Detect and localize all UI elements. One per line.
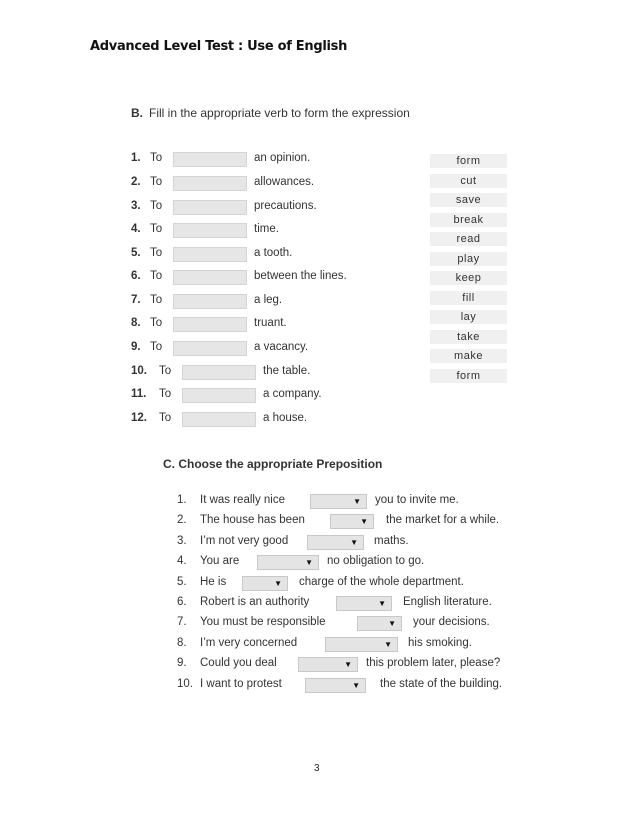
sentence-start: The house has been <box>200 514 305 526</box>
verb-blank[interactable] <box>173 223 247 238</box>
sentence-end: charge of the whole department. <box>299 576 464 588</box>
sentence-start: It was really nice <box>200 494 286 506</box>
row-expression: between the lines. <box>254 270 347 282</box>
verb-blank[interactable] <box>173 270 247 285</box>
sentence-start: I want to protest <box>200 678 282 690</box>
word-bank-item: cut <box>430 174 507 188</box>
row-number: 5. <box>177 576 187 588</box>
preposition-dropdown[interactable] <box>242 576 288 591</box>
section-b-letter: B. <box>131 106 143 120</box>
preposition-dropdown[interactable] <box>336 596 392 611</box>
preposition-dropdown[interactable] <box>357 616 402 631</box>
preposition-dropdown[interactable] <box>310 494 367 509</box>
row-to: To <box>159 365 172 377</box>
row-expression: allowances. <box>254 176 315 188</box>
row-number: 6. <box>131 270 141 282</box>
verb-blank[interactable] <box>182 388 256 403</box>
row-number: 4. <box>177 555 187 567</box>
row-to: To <box>150 223 163 235</box>
section-b-row <box>0 294 420 310</box>
word-bank-item: lay <box>430 310 507 324</box>
sentence-end: the market for a while. <box>386 514 500 526</box>
section-b-row <box>0 388 420 404</box>
row-expression: a tooth. <box>254 247 293 259</box>
row-number: 2. <box>131 176 141 188</box>
sentence-start: Could you deal <box>200 657 277 669</box>
verb-blank[interactable] <box>182 365 256 380</box>
verb-blank[interactable] <box>173 341 247 356</box>
row-to: To <box>159 412 172 424</box>
word-bank-item: make <box>430 349 507 363</box>
verb-blank[interactable] <box>173 200 247 215</box>
preposition-dropdown[interactable] <box>330 514 374 529</box>
section-b-row <box>0 270 420 286</box>
sentence-start: I’m not very good <box>200 535 289 547</box>
row-number: 11. <box>131 388 147 400</box>
section-b-row <box>0 152 420 168</box>
word-bank-item: save <box>430 193 507 207</box>
sentence-start: I’m very concerned <box>200 637 298 649</box>
section-b-row <box>0 247 420 263</box>
section-b-instructions: Fill in the appropriate verb to form the expression <box>149 106 410 120</box>
sentence-start: He is <box>200 576 227 588</box>
row-number: 6. <box>177 596 187 608</box>
preposition-dropdown[interactable] <box>305 678 366 693</box>
chevron-down-icon: ▼ <box>384 640 392 649</box>
preposition-dropdown[interactable] <box>325 637 398 652</box>
sentence-start: Robert is an authority <box>200 596 310 608</box>
word-bank-item: keep <box>430 271 507 285</box>
section-b-row <box>0 365 420 381</box>
chevron-down-icon: ▼ <box>378 599 386 608</box>
preposition-dropdown[interactable] <box>298 657 358 672</box>
row-number: 2. <box>177 514 187 526</box>
word-bank-item: break <box>430 213 507 227</box>
chevron-down-icon: ▼ <box>360 517 368 526</box>
section-b-row <box>0 412 420 428</box>
row-to: To <box>150 247 163 259</box>
row-expression: an opinion. <box>254 152 311 164</box>
row-to: To <box>150 152 163 164</box>
row-number: 3. <box>177 535 187 547</box>
row-number: 8. <box>177 637 187 649</box>
row-number: 4. <box>131 223 141 235</box>
row-number: 7. <box>131 294 141 306</box>
row-number: 9. <box>177 657 187 669</box>
row-number: 9. <box>131 341 141 353</box>
sentence-end: the state of the building. <box>380 678 503 690</box>
row-to: To <box>150 270 163 282</box>
row-to: To <box>159 388 172 400</box>
row-to: To <box>150 294 163 306</box>
row-to: To <box>150 317 163 329</box>
page-number: 3 <box>314 763 320 774</box>
chevron-down-icon: ▼ <box>353 497 361 506</box>
chevron-down-icon: ▼ <box>305 558 313 567</box>
sentence-start: You must be responsible <box>200 616 326 628</box>
row-number: 5. <box>131 247 141 259</box>
preposition-dropdown[interactable] <box>257 555 319 570</box>
document-header: Advanced Level Test : Use of English <box>90 39 348 54</box>
row-expression: a company. <box>263 388 322 400</box>
word-bank-item: fill <box>430 291 507 305</box>
row-expression: a leg. <box>254 294 283 306</box>
row-to: To <box>150 341 163 353</box>
row-number: 10. <box>131 365 147 377</box>
section-b-row <box>0 223 420 239</box>
chevron-down-icon: ▼ <box>388 619 396 628</box>
section-b-row <box>0 176 420 192</box>
word-bank-item: read <box>430 232 507 246</box>
sentence-end: no obligation to go. <box>327 555 425 567</box>
verb-blank[interactable] <box>173 294 247 309</box>
section-b-title <box>131 106 410 120</box>
verb-blank[interactable] <box>182 412 256 427</box>
word-bank-item: form <box>430 369 507 383</box>
row-to: To <box>150 176 163 188</box>
row-expression: a house. <box>263 412 308 424</box>
row-to: To <box>150 200 163 212</box>
row-number: 1. <box>177 494 187 506</box>
row-expression: truant. <box>254 317 287 329</box>
word-bank-item: play <box>430 252 507 266</box>
chevron-down-icon: ▼ <box>350 538 358 547</box>
row-expression: the table. <box>263 365 311 377</box>
sentence-end: English literature. <box>403 596 492 608</box>
row-number: 3. <box>131 200 141 212</box>
sentence-end: his smoking. <box>408 637 472 649</box>
row-expression: time. <box>254 223 279 235</box>
section-c-title: C. Choose the appropriate Preposition <box>163 457 383 471</box>
sentence-end: this problem later, please? <box>366 657 501 669</box>
chevron-down-icon: ▼ <box>344 660 352 669</box>
row-number: 8. <box>131 317 141 329</box>
verb-blank[interactable] <box>173 247 247 262</box>
row-number: 12. <box>131 412 147 424</box>
sentence-end: you to invite me. <box>375 494 459 506</box>
row-expression: a vacancy. <box>254 341 309 353</box>
verb-blank[interactable] <box>173 317 247 332</box>
sentence-start: You are <box>200 555 240 567</box>
verb-blank[interactable] <box>173 176 247 191</box>
section-b-row <box>0 317 420 333</box>
section-b-row <box>0 200 420 216</box>
row-number: 7. <box>177 616 187 628</box>
section-b-row <box>0 341 420 357</box>
word-bank-item: form <box>430 154 507 168</box>
row-number: 10. <box>177 678 193 690</box>
row-number: 1. <box>131 152 141 164</box>
sentence-end: your decisions. <box>413 616 490 628</box>
word-bank-item: take <box>430 330 507 344</box>
preposition-dropdown[interactable] <box>307 535 364 550</box>
sentence-end: maths. <box>374 535 409 547</box>
chevron-down-icon: ▼ <box>352 681 360 690</box>
chevron-down-icon: ▼ <box>274 579 282 588</box>
verb-blank[interactable] <box>173 152 247 167</box>
row-expression: precautions. <box>254 200 317 212</box>
